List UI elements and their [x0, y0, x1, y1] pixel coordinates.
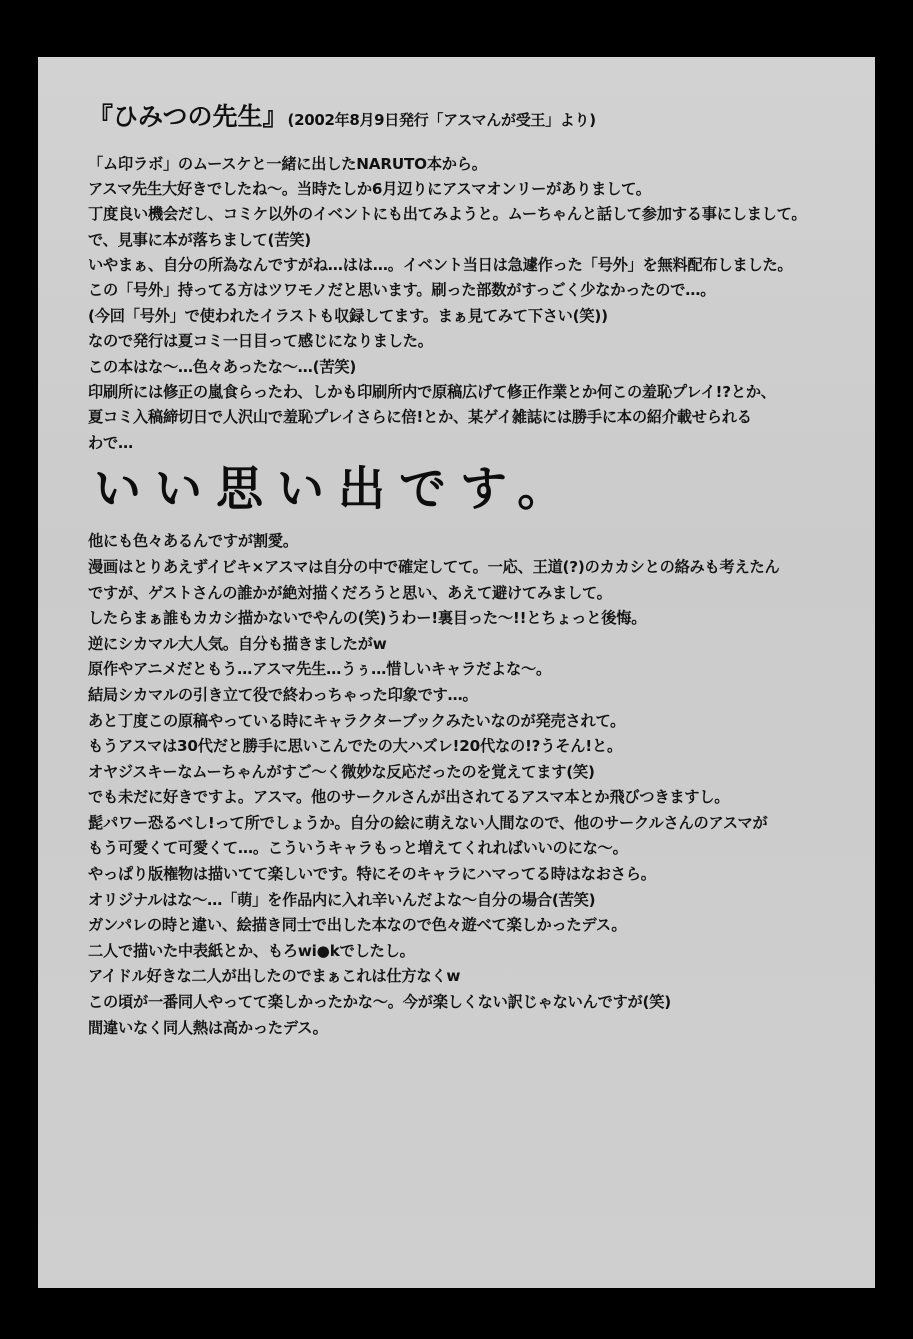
emphasis-headline: いい思い出です。 — [94, 462, 579, 517]
paragraph-line: オリジナルはな〜…「萌」を作品内に入れ辛いんだよな〜自分の場合(苦笑) — [88, 890, 596, 909]
paragraph-line: 丁度良い機会だし、コミケ以外のイベントにも出てみようと。ムーちゃんと話して参加する事にしまして。 — [88, 205, 807, 224]
paragraph-line: 「ム印ラボ」のムースケと一緒に出したNARUTO本から。 — [88, 154, 487, 173]
paragraph-line: わで… — [88, 433, 133, 452]
paragraph-line: 結局シカマルの引き立て役で終わっちゃった印象です…。 — [88, 685, 478, 704]
paragraph-line: したらまぁ誰もカカシ描かないでやんの(笑)うわー!裏目った〜!!とちょっと後悔。 — [88, 609, 647, 628]
paragraph-line: 漫画はとりあえずイビキ×アスマは自分の中で確定してて。一応、王道(?)のカカシとの絡みも考えたん — [88, 557, 780, 576]
text-block-after-shout — [88, 534, 808, 1035]
paragraph-line: 逆にシカマル大人気。自分も描きましたがw — [88, 634, 387, 653]
paragraph-line: 髭パワー恐るべし!って所でしょうか。自分の絵に萌えない人間なので、他のサークルさんのアスマが — [88, 813, 768, 832]
paragraph-line: 他にも色々あるんですが割愛。 — [88, 532, 298, 551]
paragraph-line: あと丁度この原稿やっている時にキャラクターブックみたいなのが発売されて。 — [88, 711, 626, 730]
paragraph-line: なので発行は夏コミ一日目って感じになりました。 — [88, 332, 433, 351]
paragraph-line: いやまぁ、自分の所為なんですがね…はは…。イベント当日は急遽作った「号外」を無料配布しました。 — [88, 256, 793, 275]
paragraph-line: で、見事に本が落ちまして(苦笑) — [88, 230, 312, 249]
paragraph-line: もう可愛くて可愛くて…。こういうキャラもっと増えてくれればいいのにな〜。 — [88, 839, 628, 858]
document-sheet — [38, 57, 875, 1288]
page-title-note: (2002年8月9日発行「アスマんが受王」より) — [287, 111, 596, 129]
page-title — [88, 103, 808, 131]
paragraph-line: (今回「号外」で使われたイラストも収録してます。まぁ見てみて下さい(笑)) — [88, 306, 608, 325]
paragraph-line: 間違いなく同人熱は高かったデス。 — [88, 1018, 328, 1037]
paragraph-line: 二人で描いた中表紙とか、もろwi●kでしたし。 — [88, 941, 415, 960]
paragraph-line: オヤジスキーなムーちゃんがすご〜く微妙な反応だったのを覚えてます(笑) — [88, 762, 595, 781]
paragraph-line: アスマ先生大好きでしたね〜。当時たしか6月辺りにアスマオンリーがありまして。 — [88, 179, 651, 198]
paragraph-line: アイドル好きな二人が出したのでまぁこれは仕方なくw — [88, 967, 461, 986]
paragraph-line: 印刷所には修正の嵐食らったわ、しかも印刷所内で原稿広げて修正作業とか何この羞恥プレイ!?とか、 — [88, 383, 776, 402]
paragraph-line: ですが、ゲストさんの誰かが絶対描くだろうと思い、あえて避けてみまして。 — [88, 583, 612, 602]
paragraph-line: 夏コミ入稿締切日で人沢山で羞恥プレイさらに倍!とか、某ゲイ雑誌には勝手に本の紹介載せられる — [88, 408, 752, 427]
paragraph-line: でも未だに好きですよ。アスマ。他のサークルさんが出されてるアスマ本とか飛びつきますし。 — [88, 788, 730, 807]
text-block-before-shout — [88, 154, 808, 452]
paragraph-line: 原作やアニメだともう…アスマ先生…うぅ…惜しいキャラだよな〜。 — [88, 660, 551, 679]
paragraph-line: ガンパレの時と違い、絵描き同士で出した本なので色々遊べて楽しかったデス。 — [88, 916, 627, 935]
paragraph-line: この「号外」持ってる方はツワモノだと思います。刷った部数がすっごく少なかったので…。 — [88, 281, 716, 300]
paragraph-line: この頃が一番同人やってて楽しかったかな〜。今が楽しくない訳じゃないんですが(笑) — [88, 993, 672, 1012]
paragraph-line: もうアスマは30代だと勝手に思いこんでたの大ハズレ!20代なの!?うそん!と。 — [88, 737, 622, 756]
paragraph-line: この本はな〜…色々あったな〜…(苦笑) — [88, 357, 357, 376]
document-content — [88, 103, 808, 1046]
paragraph-line: やっぱり版権物は描いてて楽しいです。特にそのキャラにハマってる時はなおさら。 — [88, 865, 656, 884]
page-title-main: 『ひみつの先生』 — [88, 102, 288, 131]
